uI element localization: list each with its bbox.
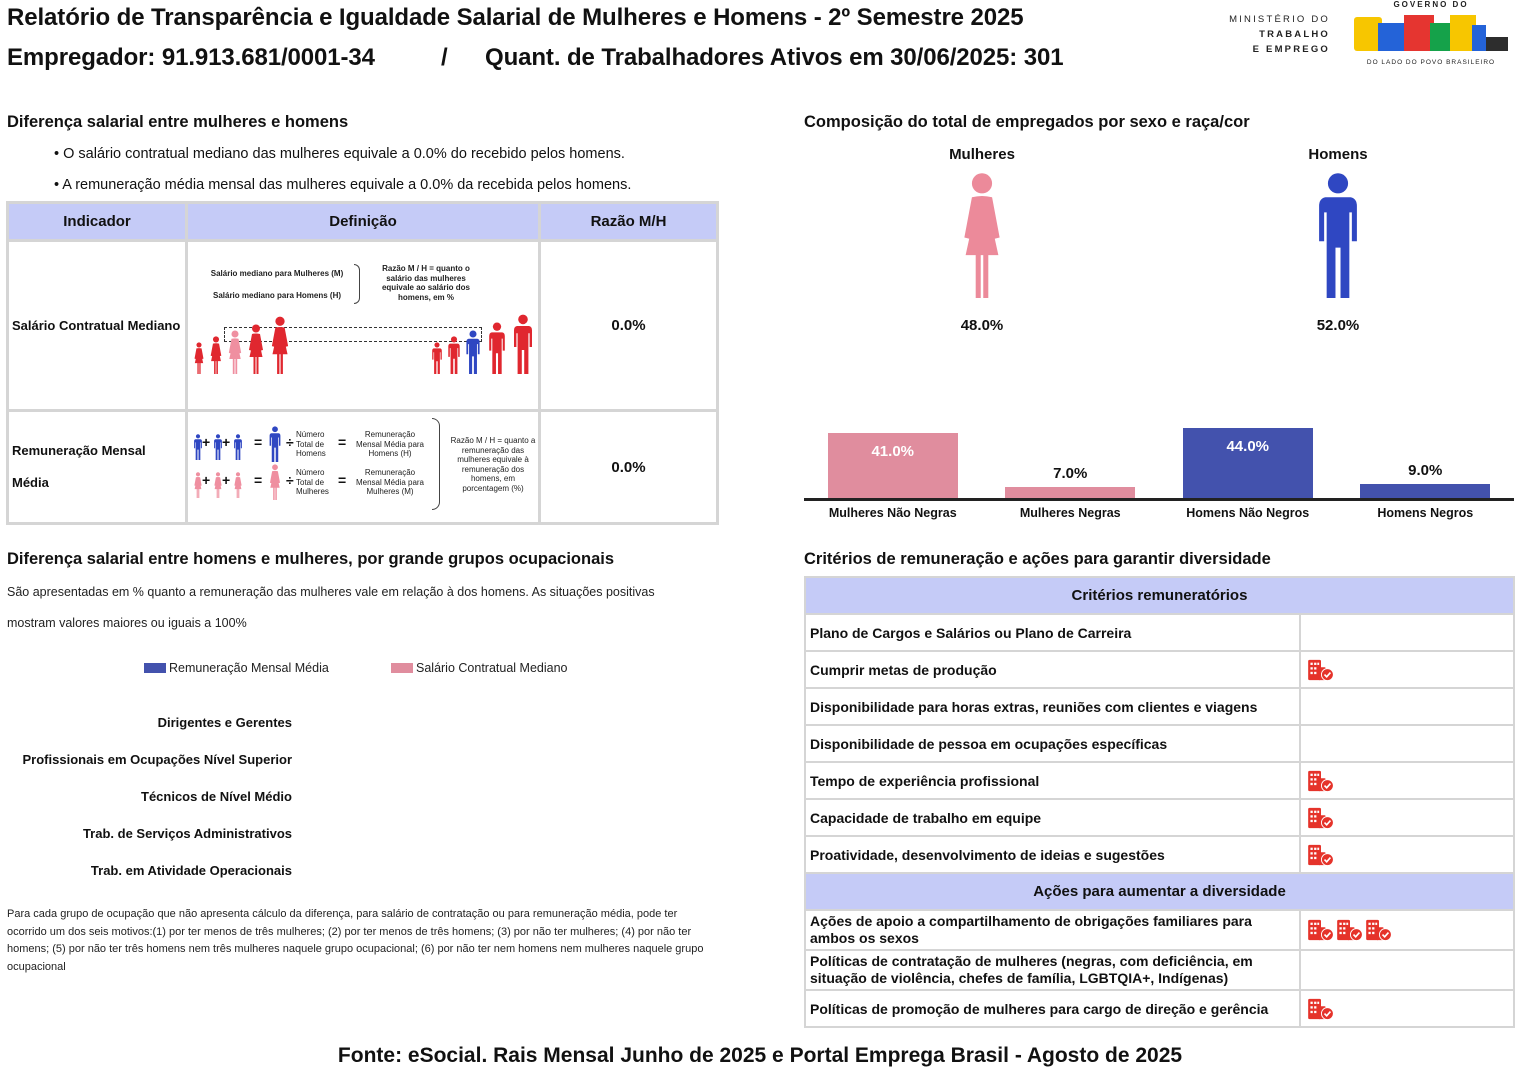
col-indicator: Indicador bbox=[8, 203, 187, 241]
criteria-header: Critérios remuneratórios bbox=[805, 577, 1514, 614]
salary-average-bullet: • A remuneração média mensal das mulheres equivale a 0.0% da recebida pelos homens. bbox=[54, 177, 632, 193]
ministry-logo: MINISTÉRIO DO TRABALHO E EMPREGO bbox=[1229, 14, 1330, 55]
table-row bbox=[805, 725, 1514, 762]
table-row bbox=[805, 651, 1514, 688]
criteria-label: Cumprir metas de produção bbox=[805, 651, 1300, 688]
indicator-median: Salário Contratual Mediano bbox=[8, 241, 187, 411]
definition-average-illustration: + + = ÷ Número Total de Homens = Remuneração Mensal Média para Homens (H) + + = ÷ Número Total de Mulheres = Remuneração Mensal Média para Mulheres (M) Razão M / H = quanto a remuneração das mulheres equivale à remuneração dos homens, em porcentagem (%) bbox=[187, 411, 540, 524]
bar-category-label: Mulheres Negras bbox=[1019, 506, 1121, 520]
criteria-label: Políticas de contratação de mulheres (negras, com deficiência, em situação de violência, chefes de família, LGBTQIA+, Indígenas) bbox=[805, 950, 1300, 990]
brasil-wordmark bbox=[1352, 13, 1510, 53]
criteria-label: Tempo de experiência profissional bbox=[805, 762, 1300, 799]
criteria-icons bbox=[1300, 990, 1514, 1027]
employer-id: Empregador: 91.913.681/0001-34 bbox=[7, 44, 375, 71]
criteria-label: Disponibilidade para horas extras, reuniões com clientes e viagens bbox=[805, 688, 1300, 725]
criteria-icons bbox=[1300, 725, 1514, 762]
company-check-icon bbox=[1307, 998, 1335, 1020]
salary-diff-title: Diferença salarial entre mulheres e homens bbox=[7, 113, 349, 131]
table-row bbox=[805, 762, 1514, 799]
women-label: Mulheres bbox=[949, 146, 1015, 163]
bar-category-label: Homens Negros bbox=[1377, 506, 1474, 520]
company-check-icon bbox=[1336, 919, 1364, 941]
salary-median-bullet: • O salário contratual mediano das mulheres equivale a 0.0% do recebido pelos homens. bbox=[54, 146, 625, 162]
legend-swatch-average bbox=[144, 663, 166, 673]
criteria-icons bbox=[1300, 651, 1514, 688]
criteria-label: Plano de Cargos e Salários ou Plano de Carreira bbox=[805, 614, 1300, 651]
criteria-icons bbox=[1300, 762, 1514, 799]
occupational-title: Diferença salarial entre homens e mulheres, por grande grupos ocupacionais bbox=[7, 550, 615, 568]
table-row bbox=[8, 411, 718, 524]
men-percentage: 52.0% bbox=[1316, 317, 1360, 334]
table-row bbox=[805, 799, 1514, 836]
company-check-icon bbox=[1307, 659, 1335, 681]
man-figure-icon bbox=[1306, 172, 1370, 298]
bar-category-label: Homens Não Negros bbox=[1186, 506, 1310, 520]
chart-baseline bbox=[804, 498, 1514, 501]
active-workers: Quant. de Trabalhadores Ativos em 30/06/2025: 301 bbox=[485, 44, 1064, 71]
table-row bbox=[805, 910, 1514, 950]
criteria-title: Critérios de remuneração e ações para garantir diversidade bbox=[804, 550, 1271, 568]
criteria-icons bbox=[1300, 688, 1514, 725]
occupation-group: Dirigentes e Gerentes bbox=[157, 715, 292, 730]
company-check-icon bbox=[1307, 807, 1335, 829]
bar-value-label: 7.0% bbox=[1053, 464, 1088, 482]
table-row bbox=[805, 614, 1514, 651]
occupation-group: Trab. em Atividade Operacionais bbox=[90, 863, 292, 878]
occupation-group: Profissionais em Ocupações Nível Superior bbox=[22, 752, 292, 767]
legend-median: Salário Contratual Mediano bbox=[416, 661, 568, 675]
criteria-icons bbox=[1300, 799, 1514, 836]
legend-swatch-median bbox=[391, 663, 413, 673]
table-row bbox=[805, 836, 1514, 873]
definition-median-illustration: Salário mediano para Mulheres (M) Salário mediano para Homens (H) Razão M / H = quanto o salário das mulheres equivale ao salário dos homens, em % bbox=[187, 241, 540, 411]
criteria-label: Proatividade, desenvolvimento de ideias e sugestões bbox=[805, 836, 1300, 873]
gov-brasil-logo: GOVERNO DO DO LADO DO POVO BRASILEIRO bbox=[1352, 0, 1510, 70]
occupational-note: Para cada grupo de ocupação que não apresenta cálculo da diferença, para salário de contratação ou para remuneração média, pode ter ocorrido um dos seis motivos:(1) por ter menos de três mulheres; (2) por ter menos de três homens; (3) por não ter mulheres; (4) por não ter homens; (5) por não ter três homens nem três mulheres naquele grupo ocupacional; (6) por não ter nem homens nem mulheres naquele grupo ocupacional bbox=[7, 908, 704, 973]
ratio-average-value: 0.0% bbox=[540, 411, 718, 524]
criteria-table bbox=[804, 576, 1515, 1028]
ratio-median-value: 0.0% bbox=[540, 241, 718, 411]
company-check-icon bbox=[1307, 919, 1335, 941]
company-check-icon bbox=[1307, 770, 1335, 792]
indicator-average: Remuneração Mensal Média bbox=[8, 411, 187, 524]
criteria-icons bbox=[1300, 836, 1514, 873]
criteria-label: Políticas de promoção de mulheres para cargo de direção e gerência bbox=[805, 990, 1300, 1027]
table-row bbox=[805, 990, 1514, 1027]
occupation-group: Trab. de Serviços Administrativos bbox=[82, 826, 292, 841]
bar-value-label: 44.0% bbox=[1226, 438, 1270, 455]
occupational-desc-2: mostram valores maiores ou iguais a 100% bbox=[7, 616, 247, 630]
criteria-icons bbox=[1300, 910, 1514, 950]
table-row bbox=[805, 950, 1514, 990]
criteria-label: Disponibilidade de pessoa em ocupações específicas bbox=[805, 725, 1300, 762]
race-sex-bar-chart bbox=[804, 410, 1514, 525]
table-row bbox=[8, 241, 718, 411]
occupational-desc-1: São apresentadas em % quanto a remuneração das mulheres vale em relação à dos homens. As situações positivas bbox=[7, 585, 655, 599]
men-label: Homens bbox=[1308, 146, 1368, 163]
people-illustration bbox=[190, 314, 540, 376]
col-ratio: Razão M/H bbox=[540, 203, 718, 241]
indicator-table bbox=[6, 201, 719, 525]
col-definition: Definição bbox=[187, 203, 540, 241]
bar-1 bbox=[1005, 487, 1135, 498]
criteria-icons bbox=[1300, 614, 1514, 651]
header-separator: / bbox=[441, 44, 448, 71]
bar-value-label: 41.0% bbox=[871, 442, 915, 460]
source-footer: Fonte: eSocial. Rais Mensal Junho de 2025 e Portal Emprega Brasil - Agosto de 2025 bbox=[337, 1044, 1183, 1067]
bar-category-label: Mulheres Não Negras bbox=[828, 506, 957, 520]
report-title: Relatório de Transparência e Igualdade Salarial de Mulheres e Homens - 2º Semestre 2025 bbox=[7, 4, 1024, 31]
actions-header: Ações para aumentar a diversidade bbox=[805, 873, 1514, 910]
company-check-icon bbox=[1307, 844, 1335, 866]
table-row bbox=[805, 688, 1514, 725]
criteria-label: Ações de apoio a compartilhamento de obrigações familiares para ambos os sexos bbox=[805, 910, 1300, 950]
legend-average: Remuneração Mensal Média bbox=[169, 661, 329, 675]
women-percentage: 48.0% bbox=[960, 317, 1004, 334]
occupation-group: Técnicos de Nível Médio bbox=[141, 789, 292, 804]
criteria-icons bbox=[1300, 950, 1514, 990]
composition-title: Composição do total de empregados por sexo e raça/cor bbox=[804, 113, 1250, 131]
bar-3 bbox=[1360, 484, 1490, 498]
criteria-label: Capacidade de trabalho em equipe bbox=[805, 799, 1300, 836]
company-check-icon bbox=[1365, 919, 1393, 941]
woman-figure-icon bbox=[950, 172, 1014, 298]
bar-value-label: 9.0% bbox=[1408, 461, 1443, 479]
